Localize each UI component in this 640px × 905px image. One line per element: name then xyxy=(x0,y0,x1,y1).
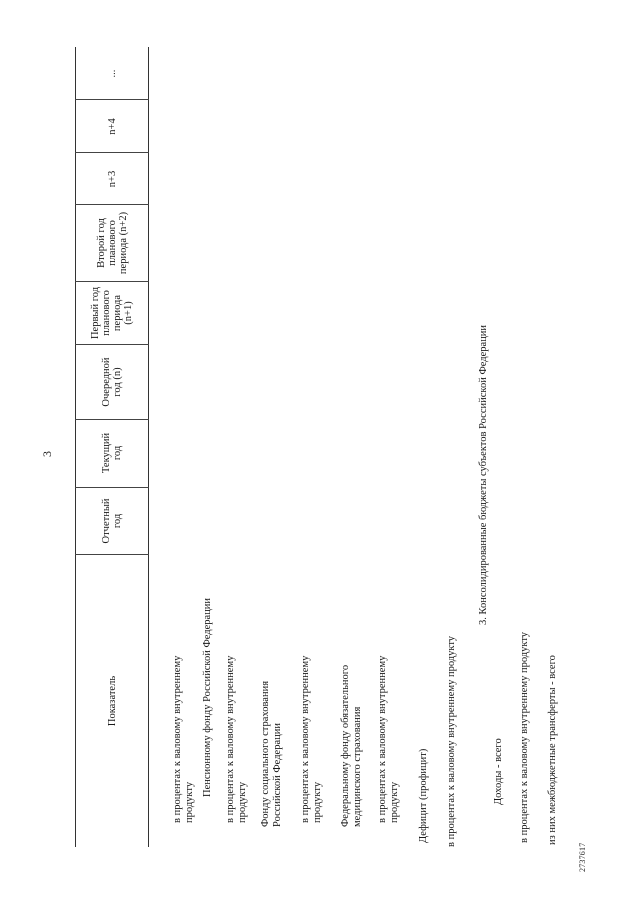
page-number: 3 xyxy=(40,451,54,457)
header-next-year: Очередной год (n) xyxy=(101,357,123,407)
header-current-year: Текущий год xyxy=(101,432,123,474)
col-divider xyxy=(75,281,149,282)
list-item: в процентах к валовому внутреннему продукту xyxy=(519,631,530,843)
list-item: Дефицит (профицит) xyxy=(418,748,429,843)
col-divider xyxy=(75,419,149,420)
col-divider xyxy=(75,344,149,345)
list-item: Фонду социального страхования Российской Федерации xyxy=(260,680,283,827)
header-reporting-year: Отчетный год xyxy=(101,498,123,544)
footer-code: 2737617 xyxy=(578,842,587,872)
list-item: Доходы - всего xyxy=(493,738,504,805)
header-plan-year-2: Второй год планового периода (n+2) xyxy=(95,211,129,275)
list-item: в процентах к валовому внутреннему продукту xyxy=(446,635,457,847)
header-plan-year-1: Первый год планового периода (n+1) xyxy=(90,286,134,340)
list-item: в процентах к валовому внутреннему продукту xyxy=(300,655,323,823)
section-title: 3. Консолидированные бюджеты субъектов Российской Федерации xyxy=(478,324,489,625)
col-divider xyxy=(75,487,149,488)
header-more: ... xyxy=(106,69,118,78)
list-item: Пенсионному фонду Российской Федерации xyxy=(202,597,213,797)
list-item: в процентах к валовому внутреннему продукту xyxy=(172,655,195,823)
list-item: в процентах к валовому внутреннему продукту xyxy=(225,655,248,823)
list-item: в процентах к валовому внутреннему продукту xyxy=(377,655,400,823)
list-item: Федеральному фонду обязательного медицинского страхования xyxy=(340,664,363,827)
header-n3: n+3 xyxy=(106,170,118,188)
header-n4: n+4 xyxy=(106,118,118,135)
header-indicator: Показатель xyxy=(106,675,118,727)
list-item: из них межбюджетные трансферты - всего xyxy=(547,655,558,845)
